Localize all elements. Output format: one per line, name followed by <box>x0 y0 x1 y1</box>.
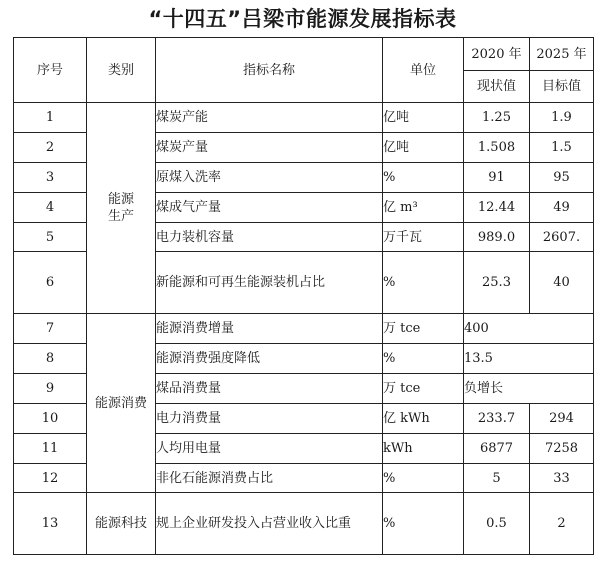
header-2025-year: 2025 年 <box>530 38 594 71</box>
value-2020: 0.5 <box>464 493 530 555</box>
row-seq: 11 <box>14 434 87 464</box>
row-seq: 4 <box>14 193 87 223</box>
header-indicator: 指标名称 <box>156 38 383 103</box>
value-2020: 25.3 <box>464 252 530 314</box>
row-seq: 13 <box>14 493 87 555</box>
document-title: “十四五”吕梁市能源发展指标表 <box>148 7 457 31</box>
value-2020: 91 <box>464 163 530 193</box>
indicator-name: 煤炭产能 <box>156 103 383 133</box>
indicator-unit: % <box>383 252 464 314</box>
value-merged: 400 <box>464 314 594 344</box>
value-2025: 7258 <box>530 434 594 464</box>
row-seq: 6 <box>14 252 87 314</box>
category-production <box>87 103 156 314</box>
row-seq: 12 <box>14 464 87 493</box>
indicator-unit: 万 tce <box>383 374 464 404</box>
indicator-unit: % <box>383 464 464 493</box>
row-seq: 1 <box>14 103 87 133</box>
value-2020: 233.7 <box>464 404 530 434</box>
indicator-name: 煤成气产量 <box>156 193 383 223</box>
indicator-name: 电力装机容量 <box>156 223 383 252</box>
value-2020: 5 <box>464 464 530 493</box>
indicator-table <box>13 37 594 555</box>
value-2020: 1.25 <box>464 103 530 133</box>
indicator-unit: 亿吨 <box>383 133 464 163</box>
row-seq: 5 <box>14 223 87 252</box>
value-2025: 40 <box>530 252 594 314</box>
table-row <box>14 314 594 344</box>
value-2020: 989.0 <box>464 223 530 252</box>
row-seq: 10 <box>14 404 87 434</box>
category-consumption: 能源消费 <box>87 314 156 493</box>
indicator-name: 原煤入洗率 <box>156 163 383 193</box>
header-unit: 单位 <box>383 38 464 103</box>
table-row <box>14 493 594 555</box>
header-category: 类别 <box>87 38 156 103</box>
value-2025: 1.9 <box>530 103 594 133</box>
indicator-unit: % <box>383 344 464 374</box>
indicator-name: 人均用电量 <box>156 434 383 464</box>
row-seq: 7 <box>14 314 87 344</box>
value-2020: 1.508 <box>464 133 530 163</box>
indicator-unit: 亿吨 <box>383 103 464 133</box>
value-2025: 95 <box>530 163 594 193</box>
header-2020-sub: 现状值 <box>464 71 530 103</box>
value-2025: 2 <box>530 493 594 555</box>
category-tech: 能源科技 <box>87 493 156 555</box>
value-merged: 13.5 <box>464 344 594 374</box>
header-row <box>14 38 594 71</box>
header-seq: 序号 <box>14 38 87 103</box>
indicator-name: 煤炭产量 <box>156 133 383 163</box>
indicator-name: 非化石能源消费占比 <box>156 464 383 493</box>
header-2025-sub: 目标值 <box>530 71 594 103</box>
indicator-unit: 万千瓦 <box>383 223 464 252</box>
row-seq: 8 <box>14 344 87 374</box>
indicator-name: 新能源和可再生能源装机占比 <box>156 252 383 314</box>
value-2025: 33 <box>530 464 594 493</box>
indicator-name: 能源消费增量 <box>156 314 383 344</box>
value-2025: 1.5 <box>530 133 594 163</box>
header-2020-year: 2020 年 <box>464 38 530 71</box>
category-label: 能源生产 <box>107 192 134 224</box>
indicator-unit: 亿 m³ <box>383 193 464 223</box>
value-2025: 2607. <box>530 223 594 252</box>
table-row <box>14 103 594 133</box>
value-2025: 294 <box>530 404 594 434</box>
row-seq: 2 <box>14 133 87 163</box>
value-2020: 12.44 <box>464 193 530 223</box>
row-seq: 3 <box>14 163 87 193</box>
indicator-name: 电力消费量 <box>156 404 383 434</box>
value-2025: 49 <box>530 193 594 223</box>
indicator-unit: % <box>383 163 464 193</box>
indicator-name: 煤品消费量 <box>156 374 383 404</box>
row-seq: 9 <box>14 374 87 404</box>
indicator-name: 规上企业研发投入占营业收入比重 <box>156 493 383 555</box>
indicator-unit: kWh <box>383 434 464 464</box>
indicator-unit: 亿 kWh <box>383 404 464 434</box>
value-2020: 6877 <box>464 434 530 464</box>
indicator-unit: % <box>383 493 464 555</box>
value-merged: 负增长 <box>464 374 594 404</box>
indicator-unit: 万 tce <box>383 314 464 344</box>
indicator-name: 能源消费强度降低 <box>156 344 383 374</box>
